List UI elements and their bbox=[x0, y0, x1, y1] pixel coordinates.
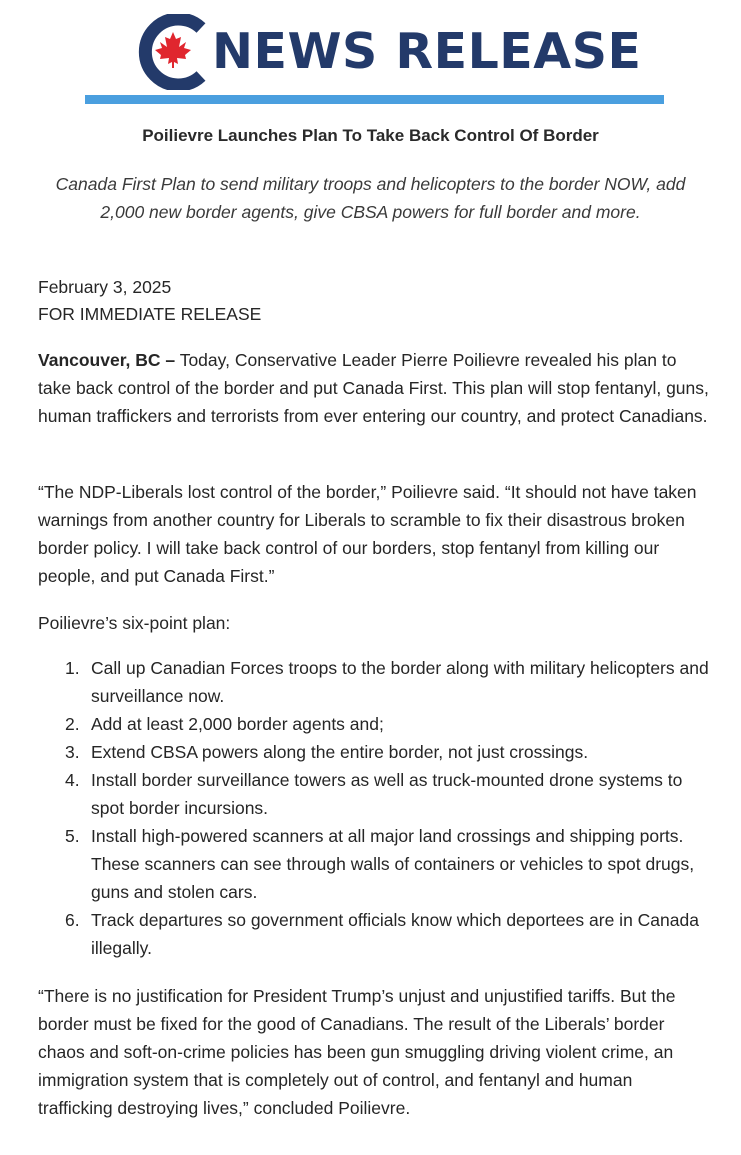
closing-quote: “There is no justification for President Trump’s unjust and unjustified tariffs. But the border must be fixed for the good of Canadians. The result of the Liberals’ border chaos and soft-on-crime policies has been gun smuggling driving violent crime, an immigration system that is completely out of control, and fentanyl and human trafficking destroying lives,” concluded Poilievre. bbox=[38, 986, 676, 1118]
quote-paragraph: “The NDP-Liberals lost control of the border,” Poilievre said. “It should not have taken warnings from another country for Liberals to scramble to fix their disastrous broken border policy. I will take back control of our borders, stop fentanyl from killing our people, and put Canada First.” bbox=[38, 482, 697, 586]
conservative-logo-icon bbox=[135, 14, 211, 90]
news-release-title: NEWS RELEASE bbox=[212, 23, 642, 80]
list-item-number: 2. bbox=[65, 714, 80, 734]
list-item bbox=[38, 906, 710, 962]
plan-intro: Poilievre’s six-point plan: bbox=[38, 613, 231, 633]
list-item-number: 6. bbox=[65, 910, 80, 930]
list-item-number: 3. bbox=[65, 742, 80, 762]
list-item-text: Track departures so government officials know which deportees are in Canada illegally. bbox=[91, 910, 699, 958]
intro-paragraph bbox=[38, 346, 710, 430]
list-item-text: Add at least 2,000 border agents and; bbox=[91, 714, 384, 734]
list-item bbox=[38, 710, 710, 738]
release-label: FOR IMMEDIATE RELEASE bbox=[38, 304, 262, 324]
list-item-number: 5. bbox=[65, 826, 80, 846]
six-point-plan-list bbox=[38, 654, 710, 962]
news-release-header bbox=[85, 12, 664, 104]
list-item bbox=[38, 766, 710, 822]
list-item bbox=[38, 654, 710, 710]
list-item-number: 4. bbox=[65, 770, 80, 790]
dateline-location: Vancouver, BC – bbox=[38, 350, 176, 370]
list-item-text: Install high-powered scanners at all major land crossings and shipping ports. These scanners can see through walls of containers or vehicles to spot drugs, guns and stolen cars. bbox=[91, 826, 695, 902]
list-item-text: Install border surveillance towers as well as truck-mounted drone systems to spot border incursions. bbox=[91, 770, 683, 818]
list-item-text: Call up Canadian Forces troops to the border along with military helicopters and surveillance now. bbox=[91, 658, 709, 706]
list-item bbox=[38, 738, 710, 766]
subheadline: Canada First Plan to send military troops and helicopters to the border NOW, add 2,000 new border agents, give CBSA powers for full border and more. bbox=[55, 174, 686, 222]
intro-paragraph-text: Today, Conservative Leader Pierre Poilievre revealed his plan to take back control of the border and put Canada First. This plan will stop fentanyl, guns, human traffickers and terrorists from ever entering our country, and protect Canadians. bbox=[38, 350, 709, 426]
header-accent-bar bbox=[85, 95, 664, 104]
list-item-number: 1. bbox=[65, 658, 80, 678]
list-item-text: Extend CBSA powers along the entire border, not just crossings. bbox=[91, 742, 589, 762]
list-item bbox=[38, 822, 710, 906]
headline: Poilievre Launches Plan To Take Back Control Of Border bbox=[142, 126, 599, 145]
release-date: February 3, 2025 bbox=[38, 277, 172, 297]
